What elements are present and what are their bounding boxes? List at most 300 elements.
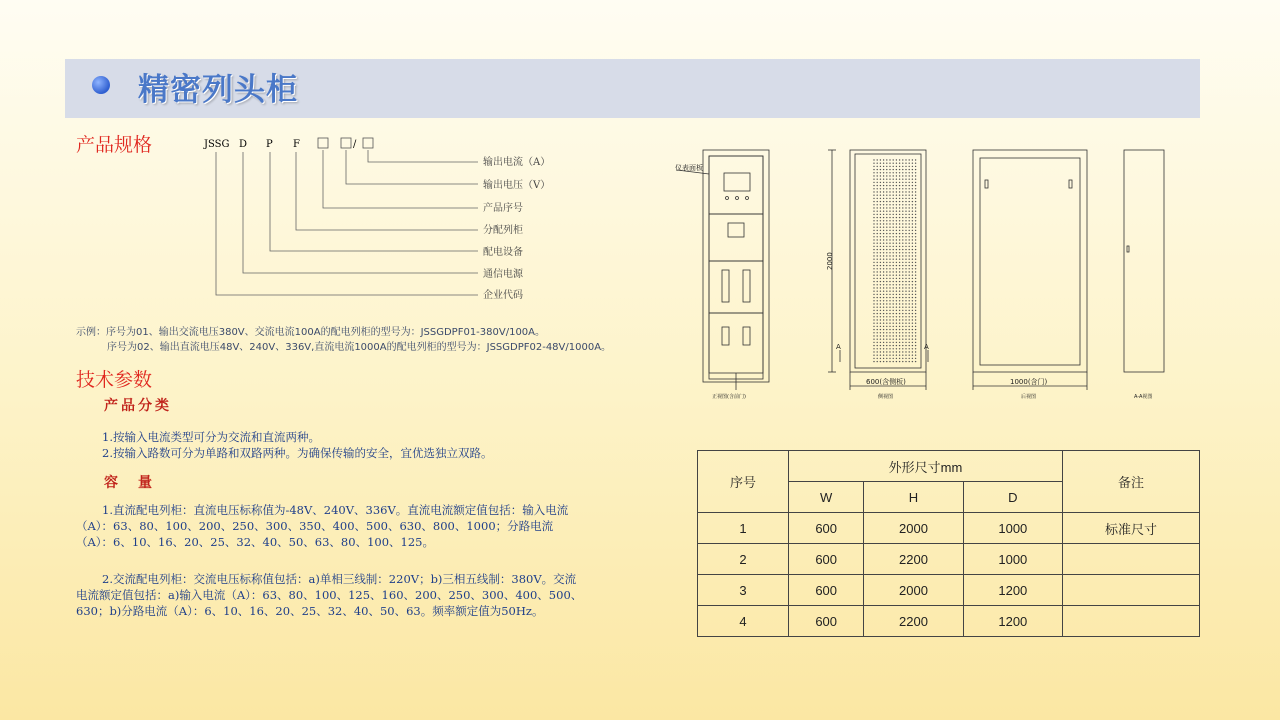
perforation-dot <box>915 310 916 311</box>
perforation-dot <box>877 319 878 320</box>
perforation-dot <box>905 323 906 324</box>
perforation-dot <box>886 175 887 176</box>
perforation-dot <box>899 297 900 298</box>
perforation-dot <box>915 294 916 295</box>
perforation-dot <box>896 358 897 359</box>
perforation-dot <box>877 191 878 192</box>
perforation-dot <box>915 227 916 228</box>
perforation-dot <box>886 351 887 352</box>
perforation-dot <box>899 329 900 330</box>
perforation-dot <box>873 246 874 247</box>
perforation-dot <box>915 182 916 183</box>
perforation-dot <box>877 361 878 362</box>
perforation-dot <box>899 275 900 276</box>
perforation-dot <box>889 255 890 256</box>
perforation-dot <box>893 195 894 196</box>
perforation-dot <box>883 214 884 215</box>
perforation-dot <box>915 355 916 356</box>
perforation-dot <box>905 246 906 247</box>
perforation-dot <box>912 236 913 237</box>
perforation-dot <box>873 323 874 324</box>
perforation-dot <box>905 303 906 304</box>
perforation-dot <box>886 195 887 196</box>
perforation-dot <box>902 332 903 333</box>
perforation-dot <box>886 345 887 346</box>
perforation-dot <box>893 243 894 244</box>
perforation-dot <box>915 262 916 263</box>
perforation-dot <box>889 265 890 266</box>
perforation-dot <box>877 233 878 234</box>
perforation-dot <box>896 361 897 362</box>
perforation-dot <box>909 316 910 317</box>
perforation-dot <box>899 214 900 215</box>
perforation-dot <box>880 172 881 173</box>
perforation-dot <box>912 284 913 285</box>
perforation-dot <box>909 271 910 272</box>
height-dimension: 2000 <box>826 252 834 270</box>
perforation-dot <box>877 345 878 346</box>
perforation-dot <box>902 217 903 218</box>
perforation-dot <box>912 326 913 327</box>
perforation-dot <box>915 332 916 333</box>
perforation-dot <box>880 316 881 317</box>
perforation-dot <box>893 239 894 240</box>
perforation-dot <box>889 259 890 260</box>
perforation-dot <box>915 243 916 244</box>
perforation-dot <box>915 188 916 189</box>
perforation-dot <box>880 204 881 205</box>
perforation-dot <box>883 179 884 180</box>
perforation-dot <box>893 166 894 167</box>
perforation-dot <box>915 159 916 160</box>
perforation-dot <box>889 169 890 170</box>
perforation-dot <box>883 201 884 202</box>
section-heading-tech: 技术参数 <box>76 369 153 391</box>
perforation-dot <box>873 342 874 343</box>
perforation-dot <box>902 191 903 192</box>
perforation-dot <box>893 172 894 173</box>
perforation-dot <box>883 172 884 173</box>
cell-w: 600 <box>789 575 864 606</box>
perforation-dot <box>880 179 881 180</box>
perforation-dot <box>909 239 910 240</box>
cell-note <box>1063 606 1200 637</box>
perforation-dot <box>902 227 903 228</box>
perforation-dot <box>915 307 916 308</box>
perforation-dot <box>893 182 894 183</box>
perforation-dot <box>909 348 910 349</box>
perforation-dot <box>880 236 881 237</box>
perforation-dot <box>912 319 913 320</box>
perforation-dot <box>896 275 897 276</box>
perforation-dot <box>889 198 890 199</box>
perforation-dot <box>909 179 910 180</box>
perforation-dot <box>905 220 906 221</box>
perforation-dot <box>893 207 894 208</box>
perforation-dot <box>912 278 913 279</box>
perforation-dot <box>883 223 884 224</box>
perforation-dot <box>880 230 881 231</box>
perforation-dot <box>886 329 887 330</box>
perforation-dot <box>915 300 916 301</box>
perforation-dot <box>880 262 881 263</box>
perforation-dot <box>886 188 887 189</box>
perforation-dot <box>886 163 887 164</box>
perforation-dot <box>883 339 884 340</box>
perforation-dot <box>889 307 890 308</box>
perforation-dot <box>896 345 897 346</box>
perforation-dot <box>902 262 903 263</box>
perforation-dot <box>896 307 897 308</box>
perforation-dot <box>886 262 887 263</box>
perforation-dot <box>877 159 878 160</box>
perforation-dot <box>912 345 913 346</box>
perforation-dot <box>899 243 900 244</box>
perforation-dot <box>889 163 890 164</box>
perforation-dot <box>883 348 884 349</box>
perforation-dot <box>880 252 881 253</box>
perforation-dot <box>883 310 884 311</box>
perforation-dot <box>902 294 903 295</box>
perforation-dot <box>893 313 894 314</box>
perforation-dot <box>873 214 874 215</box>
perforation-dot <box>877 172 878 173</box>
perforation-dot <box>905 185 906 186</box>
perforation-dot <box>877 214 878 215</box>
perforation-dot <box>899 252 900 253</box>
perforation-dot <box>880 191 881 192</box>
perforation-dot <box>896 351 897 352</box>
perforation-dot <box>902 307 903 308</box>
perforation-dot <box>915 179 916 180</box>
perforation-dot <box>905 204 906 205</box>
perforation-dot <box>893 185 894 186</box>
model-label-power: 通信电源 <box>483 269 523 280</box>
perforation-dot <box>899 207 900 208</box>
perforation-dot <box>912 249 913 250</box>
perforation-dot <box>893 358 894 359</box>
perforation-dot <box>912 310 913 311</box>
cell-h: 2000 <box>864 575 963 606</box>
perforation-dot <box>886 172 887 173</box>
perforation-dot <box>909 278 910 279</box>
perforation-dot <box>886 214 887 215</box>
perforation-dot <box>896 287 897 288</box>
perforation-dot <box>896 262 897 263</box>
perforation-dot <box>899 163 900 164</box>
perforation-dot <box>886 310 887 311</box>
perforation-dot <box>905 166 906 167</box>
perforation-dot <box>873 361 874 362</box>
perforation-dot <box>886 166 887 167</box>
perforation-dot <box>905 239 906 240</box>
perforation-dot <box>883 316 884 317</box>
perforation-dot <box>893 201 894 202</box>
perforation-dot <box>902 223 903 224</box>
perforation-dot <box>889 291 890 292</box>
perforation-dot <box>877 291 878 292</box>
perforation-dot <box>893 163 894 164</box>
perforation-dot <box>873 345 874 346</box>
perforation-dot <box>905 319 906 320</box>
perforation-dot <box>880 175 881 176</box>
perforation-dot <box>912 358 913 359</box>
perforation-dot <box>877 185 878 186</box>
perforation-dot <box>899 319 900 320</box>
perforation-dot <box>889 220 890 221</box>
cabinet-drawings <box>660 140 1200 410</box>
perforation-dot <box>905 339 906 340</box>
perforation-dot <box>915 211 916 212</box>
perforation-dot <box>893 169 894 170</box>
perforation-dot <box>896 217 897 218</box>
perforation-dot <box>896 323 897 324</box>
perforation-dot <box>896 243 897 244</box>
perforation-dot <box>909 319 910 320</box>
perforation-dot <box>915 287 916 288</box>
perforation-dot <box>880 265 881 266</box>
perforation-dot <box>909 198 910 199</box>
perforation-dot <box>905 179 906 180</box>
perforation-dot <box>889 284 890 285</box>
perforation-dot <box>877 198 878 199</box>
perforation-dot <box>912 329 913 330</box>
perforation-dot <box>902 271 903 272</box>
model-letter-f: F <box>293 139 300 150</box>
perforation-dot <box>905 259 906 260</box>
perforation-dot <box>915 169 916 170</box>
perforation-dot <box>883 297 884 298</box>
perforation-dot <box>899 169 900 170</box>
perforation-dot <box>902 268 903 269</box>
perforation-dot <box>909 345 910 346</box>
perforation-dot <box>873 348 874 349</box>
perforation-dot <box>873 230 874 231</box>
perforation-dot <box>880 351 881 352</box>
perforation-dot <box>905 326 906 327</box>
perforation-dot <box>915 166 916 167</box>
drawing-callout: 仪表面板 <box>675 164 703 172</box>
perforation-dot <box>880 278 881 279</box>
perforation-dot <box>899 249 900 250</box>
perforation-dot <box>886 159 887 160</box>
perforation-dot <box>873 249 874 250</box>
perforation-dot <box>886 243 887 244</box>
perforation-dot <box>899 265 900 266</box>
model-label-current: 输出电流（A） <box>483 157 551 168</box>
perforation-dot <box>883 300 884 301</box>
perforation-dot <box>896 294 897 295</box>
perforation-dot <box>905 316 906 317</box>
perforation-dot <box>889 217 890 218</box>
caption-side: 侧视图 <box>878 394 894 400</box>
perforation-dot <box>893 204 894 205</box>
perforation-dot <box>899 262 900 263</box>
perforation-dot <box>905 332 906 333</box>
perforation-dot <box>893 335 894 336</box>
perforation-dot <box>873 211 874 212</box>
perforation-dot <box>896 159 897 160</box>
perforation-dot <box>896 284 897 285</box>
table-row <box>698 606 1200 637</box>
perforation-dot <box>902 195 903 196</box>
perforation-dot <box>877 163 878 164</box>
perforation-dot <box>877 294 878 295</box>
perforation-dot <box>912 169 913 170</box>
perforation-dot <box>915 255 916 256</box>
perforation-dot <box>877 262 878 263</box>
perforation-dot <box>893 252 894 253</box>
perforation-dot <box>873 239 874 240</box>
perforation-dot <box>909 303 910 304</box>
perforation-dot <box>893 278 894 279</box>
perforation-dot <box>889 223 890 224</box>
perforation-dot <box>883 358 884 359</box>
perforation-dot <box>880 332 881 333</box>
perforation-dot <box>877 223 878 224</box>
perforation-dot <box>915 175 916 176</box>
perforation-dot <box>915 172 916 173</box>
perforation-dot <box>909 281 910 282</box>
perforation-dot <box>896 185 897 186</box>
cell-h: 2000 <box>864 513 963 544</box>
perforation-dot <box>905 275 906 276</box>
perforation-dot <box>889 249 890 250</box>
perforation-dot <box>909 214 910 215</box>
perforation-dot <box>877 284 878 285</box>
section-view <box>1124 150 1164 372</box>
perforation-dot <box>896 249 897 250</box>
perforation-dot <box>902 287 903 288</box>
perforation-dot <box>905 300 906 301</box>
perforation-dot <box>883 185 884 186</box>
perforation-dot <box>893 179 894 180</box>
perforation-dot <box>893 326 894 327</box>
perforation-dot <box>893 345 894 346</box>
perforation-dot <box>902 297 903 298</box>
perforation-dot <box>877 211 878 212</box>
perforation-dot <box>912 297 913 298</box>
perforation-dot <box>893 259 894 260</box>
perforation-dot <box>902 275 903 276</box>
perforation-dot <box>877 297 878 298</box>
perforation-dot <box>915 246 916 247</box>
perforation-dot <box>896 191 897 192</box>
perforation-dot <box>883 195 884 196</box>
perforation-dot <box>896 172 897 173</box>
perforation-dot <box>886 358 887 359</box>
perforation-dot <box>899 332 900 333</box>
perforation-dot <box>889 303 890 304</box>
perforation-dot <box>893 339 894 340</box>
perforation-dot <box>883 211 884 212</box>
front-view <box>677 150 769 390</box>
perforation-dot <box>912 339 913 340</box>
perforation-dot <box>873 303 874 304</box>
perforation-dot <box>880 284 881 285</box>
cell-w: 600 <box>789 513 864 544</box>
perforation-dot <box>909 227 910 228</box>
perforation-dot <box>896 332 897 333</box>
cell-h: 2200 <box>864 606 963 637</box>
perforation-dot <box>880 243 881 244</box>
perforation-dot <box>893 262 894 263</box>
perforation-dot <box>912 313 913 314</box>
perforation-dot <box>880 188 881 189</box>
dimensions-table <box>697 450 1200 637</box>
perforation-dot <box>902 329 903 330</box>
perforation-dot <box>880 275 881 276</box>
perforation-dot <box>889 332 890 333</box>
perforation-dot <box>889 179 890 180</box>
perforation-dot <box>883 287 884 288</box>
perforation-dot <box>905 284 906 285</box>
perforation-dot <box>873 326 874 327</box>
perforation-dot <box>915 217 916 218</box>
table-header-dims: 外形尺寸mm <box>789 451 1063 482</box>
perforation-dot <box>893 291 894 292</box>
perforation-dot <box>912 223 913 224</box>
perforation-dot <box>912 220 913 221</box>
perforation-dot <box>886 207 887 208</box>
perforation-dot <box>909 191 910 192</box>
perforation-dot <box>912 281 913 282</box>
perforation-dot <box>873 185 874 186</box>
perforation-dot <box>902 252 903 253</box>
perforation-dot <box>899 358 900 359</box>
perforation-dot <box>899 239 900 240</box>
perforation-dot <box>877 278 878 279</box>
perforation-dot <box>877 355 878 356</box>
perforation-dot <box>896 265 897 266</box>
perforation-dot <box>883 323 884 324</box>
perforation-dot <box>905 358 906 359</box>
perforation-dot <box>880 217 881 218</box>
perforation-dot <box>880 355 881 356</box>
perforation-dot <box>899 259 900 260</box>
perforation-dot <box>889 361 890 362</box>
perforation-dot <box>909 313 910 314</box>
perforation-dot <box>899 313 900 314</box>
perforation-dot <box>883 291 884 292</box>
perforation-dot <box>889 191 890 192</box>
perforation-dot <box>909 230 910 231</box>
perforation-dot <box>902 179 903 180</box>
perforation-dot <box>889 287 890 288</box>
perforation-dot <box>883 204 884 205</box>
perforation-dot <box>899 191 900 192</box>
perforation-dot <box>873 188 874 189</box>
table-row <box>698 575 1200 606</box>
perforation-dot <box>889 278 890 279</box>
perforation-dot <box>880 281 881 282</box>
perforation-dot <box>902 281 903 282</box>
perforation-dot <box>889 204 890 205</box>
perforation-dot <box>909 223 910 224</box>
perforation-dot <box>883 294 884 295</box>
perforation-dot <box>877 249 878 250</box>
perforation-dot <box>877 303 878 304</box>
perforation-dot <box>896 182 897 183</box>
perforation-dot <box>873 329 874 330</box>
perforation-dot <box>880 185 881 186</box>
perforation-dot <box>886 268 887 269</box>
perforation-dot <box>873 201 874 202</box>
perforation-dot <box>905 313 906 314</box>
perforation-dot <box>899 287 900 288</box>
perforation-dot <box>883 307 884 308</box>
cell-w: 600 <box>789 544 864 575</box>
